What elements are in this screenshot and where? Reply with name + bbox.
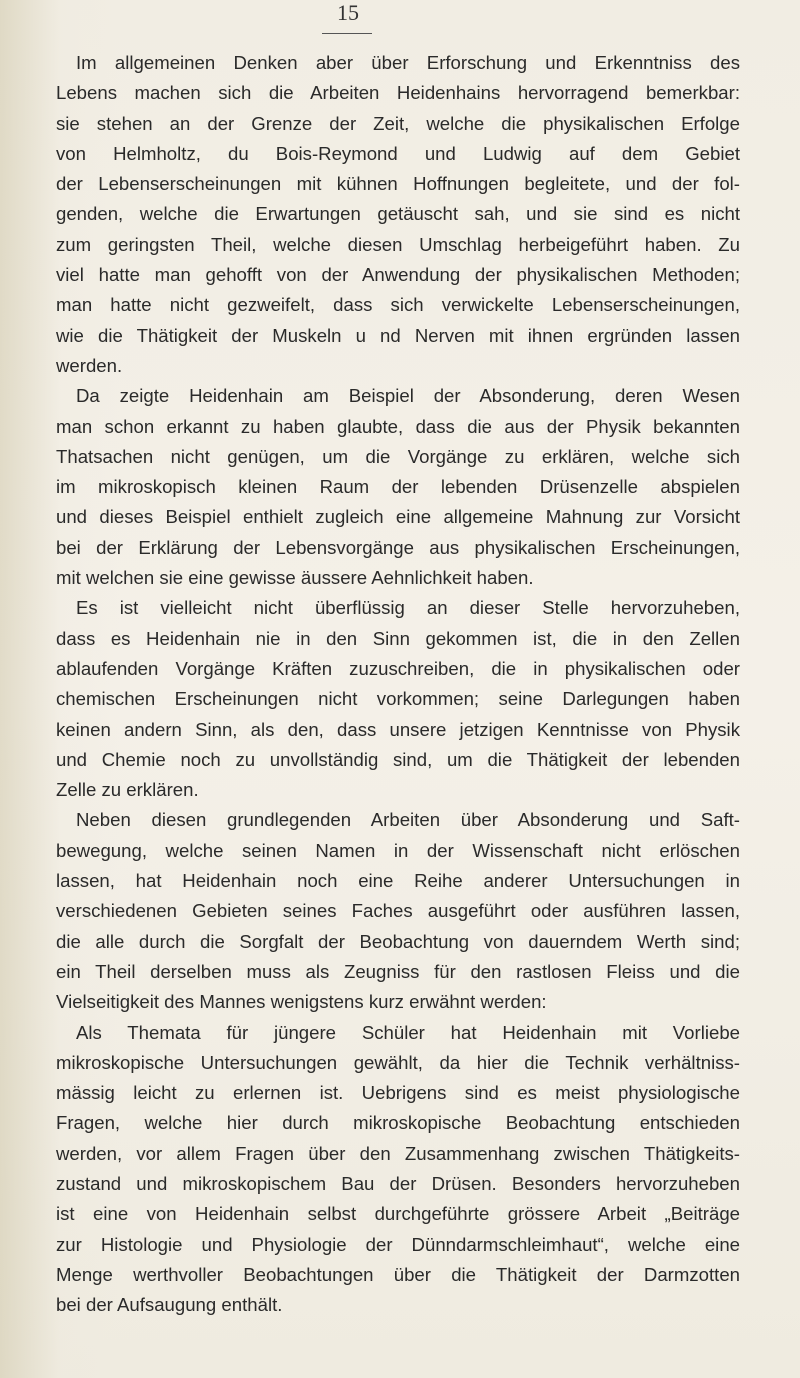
text-line: Es ist vielleicht nicht überflüssig an dieser Stelle hervorzuheben, (76, 597, 740, 619)
text-line: ist eine von Heidenhain selbst durchgeführte grössere Arbeit „Beiträge (56, 1203, 740, 1225)
text-line: und Chemie noch zu unvollständig sind, um die Thätigkeit der lebenden (56, 748, 740, 770)
text-line: man schon erkannt zu haben glaubte, dass die aus der Physik bekannten (56, 415, 740, 437)
text-line: bei der Erklärung der Lebensvorgänge aus physikalischen Erscheinungen, (56, 536, 740, 558)
text-line: zum geringsten Theil, welche diesen Umschlag herbeigeführt haben. Zu (56, 233, 740, 255)
text-line: zustand und mikroskopischem Bau der Drüsen. Besonders hervorzuheben (56, 1172, 740, 1194)
text-line: ablaufenden Vorgänge Kräften zuzuschreiben, die in physikalischen oder (56, 657, 740, 679)
text-line: mit welchen sie eine gewisse äussere Aehnlichkeit haben. (56, 567, 534, 589)
page-number: 15 (337, 0, 359, 25)
text-line: im mikroskopisch kleinen Raum der lebenden Drüsenzelle abspielen (56, 476, 740, 498)
text-line: Da zeigte Heidenhain am Beispiel der Absonderung, deren Wesen (76, 385, 740, 407)
text-line: wie die Thätigkeit der Muskeln u nd Nerven mit ihnen ergründen lassen (56, 324, 740, 346)
text-line: verschiedenen Gebieten seines Faches ausgeführt oder ausführen lassen, (56, 900, 740, 922)
text-line: viel hatte man gehofft von der Anwendung der physikalischen Methoden; (56, 264, 740, 286)
text-line: mikroskopische Untersuchungen gewählt, da hier die Technik verhältniss- (56, 1051, 740, 1073)
text-line: Lebens machen sich die Arbeiten Heidenhains hervorragend bemerkbar: (56, 82, 740, 104)
text-line: werden, vor allem Fragen über den Zusammenhang zwischen Thätigkeits- (56, 1142, 740, 1164)
text-line: zur Histologie und Physiologie der Dünndarmschleimhaut“, welche eine (56, 1233, 740, 1255)
text-line: lassen, hat Heidenhain noch eine Reihe anderer Untersuchungen in (56, 870, 740, 892)
text-line: genden, welche die Erwartungen getäuscht sah, und sie sind es nicht (56, 203, 740, 225)
header-rule (322, 33, 372, 34)
paragraph (56, 805, 740, 1017)
text-line: Vielseitigkeit des Mannes wenigstens kurz erwähnt werden: (56, 991, 547, 1013)
paragraph (56, 593, 740, 805)
text-line: bewegung, welche seinen Namen in der Wissenschaft nicht erlöschen (56, 839, 740, 861)
text-line: Neben diesen grundlegenden Arbeiten über Absonderung und Saft- (76, 809, 740, 831)
text-line: keinen andern Sinn, als den, dass unsere jetzigen Kenntnisse von Physik (56, 718, 740, 740)
text-line: sie stehen an der Grenze der Zeit, welche die physikalischen Erfolge (56, 112, 740, 134)
text-line: Zelle zu erklären. (56, 779, 199, 801)
text-line: ein Theil derselben muss als Zeugniss für den rastlosen Fleiss und die (56, 960, 740, 982)
text-line: Menge werthvoller Beobachtungen über die Thätigkeit der Darmzotten (56, 1263, 740, 1285)
paragraph (56, 1018, 740, 1321)
text-line: von Helmholtz, du Bois-Reymond und Ludwig auf dem Gebiet (56, 142, 740, 164)
text-line: Im allgemeinen Denken aber über Erforschung und Erkenntniss des (76, 52, 740, 73)
text-line: mässig leicht zu erlernen ist. Uebrigens sind es meist physiologische (56, 1082, 740, 1104)
text-line: Thatsachen nicht genügen, um die Vorgänge zu erklären, welche sich (56, 445, 740, 467)
text-line: bei der Aufsaugung enthält. (56, 1294, 283, 1316)
body-text (56, 48, 740, 1320)
text-line: chemischen Erscheinungen nicht vorkommen; seine Darlegungen haben (56, 688, 740, 710)
paragraph (56, 381, 740, 593)
paragraph (56, 48, 740, 381)
text-line: Fragen, welche hier durch mikroskopische Beobachtung entschieden (56, 1112, 740, 1134)
text-line: und dieses Beispiel enthielt zugleich eine allgemeine Mahnung zur Vorsicht (56, 506, 740, 528)
text-line: werden. (56, 354, 123, 376)
text-line: man hatte nicht gezweifelt, dass sich verwickelte Lebenserscheinungen, (56, 294, 740, 316)
text-line: Als Themata für jüngere Schüler hat Heidenhain mit Vorliebe (76, 1021, 740, 1043)
text-line: die alle durch die Sorgfalt der Beobachtung von dauerndem Werth sind; (56, 930, 740, 952)
text-line: dass es Heidenhain nie in den Sinn gekommen ist, die in den Zellen (56, 627, 740, 649)
text-line: der Lebenserscheinungen mit kühnen Hoffnungen begleitete, und der fol- (56, 173, 740, 195)
